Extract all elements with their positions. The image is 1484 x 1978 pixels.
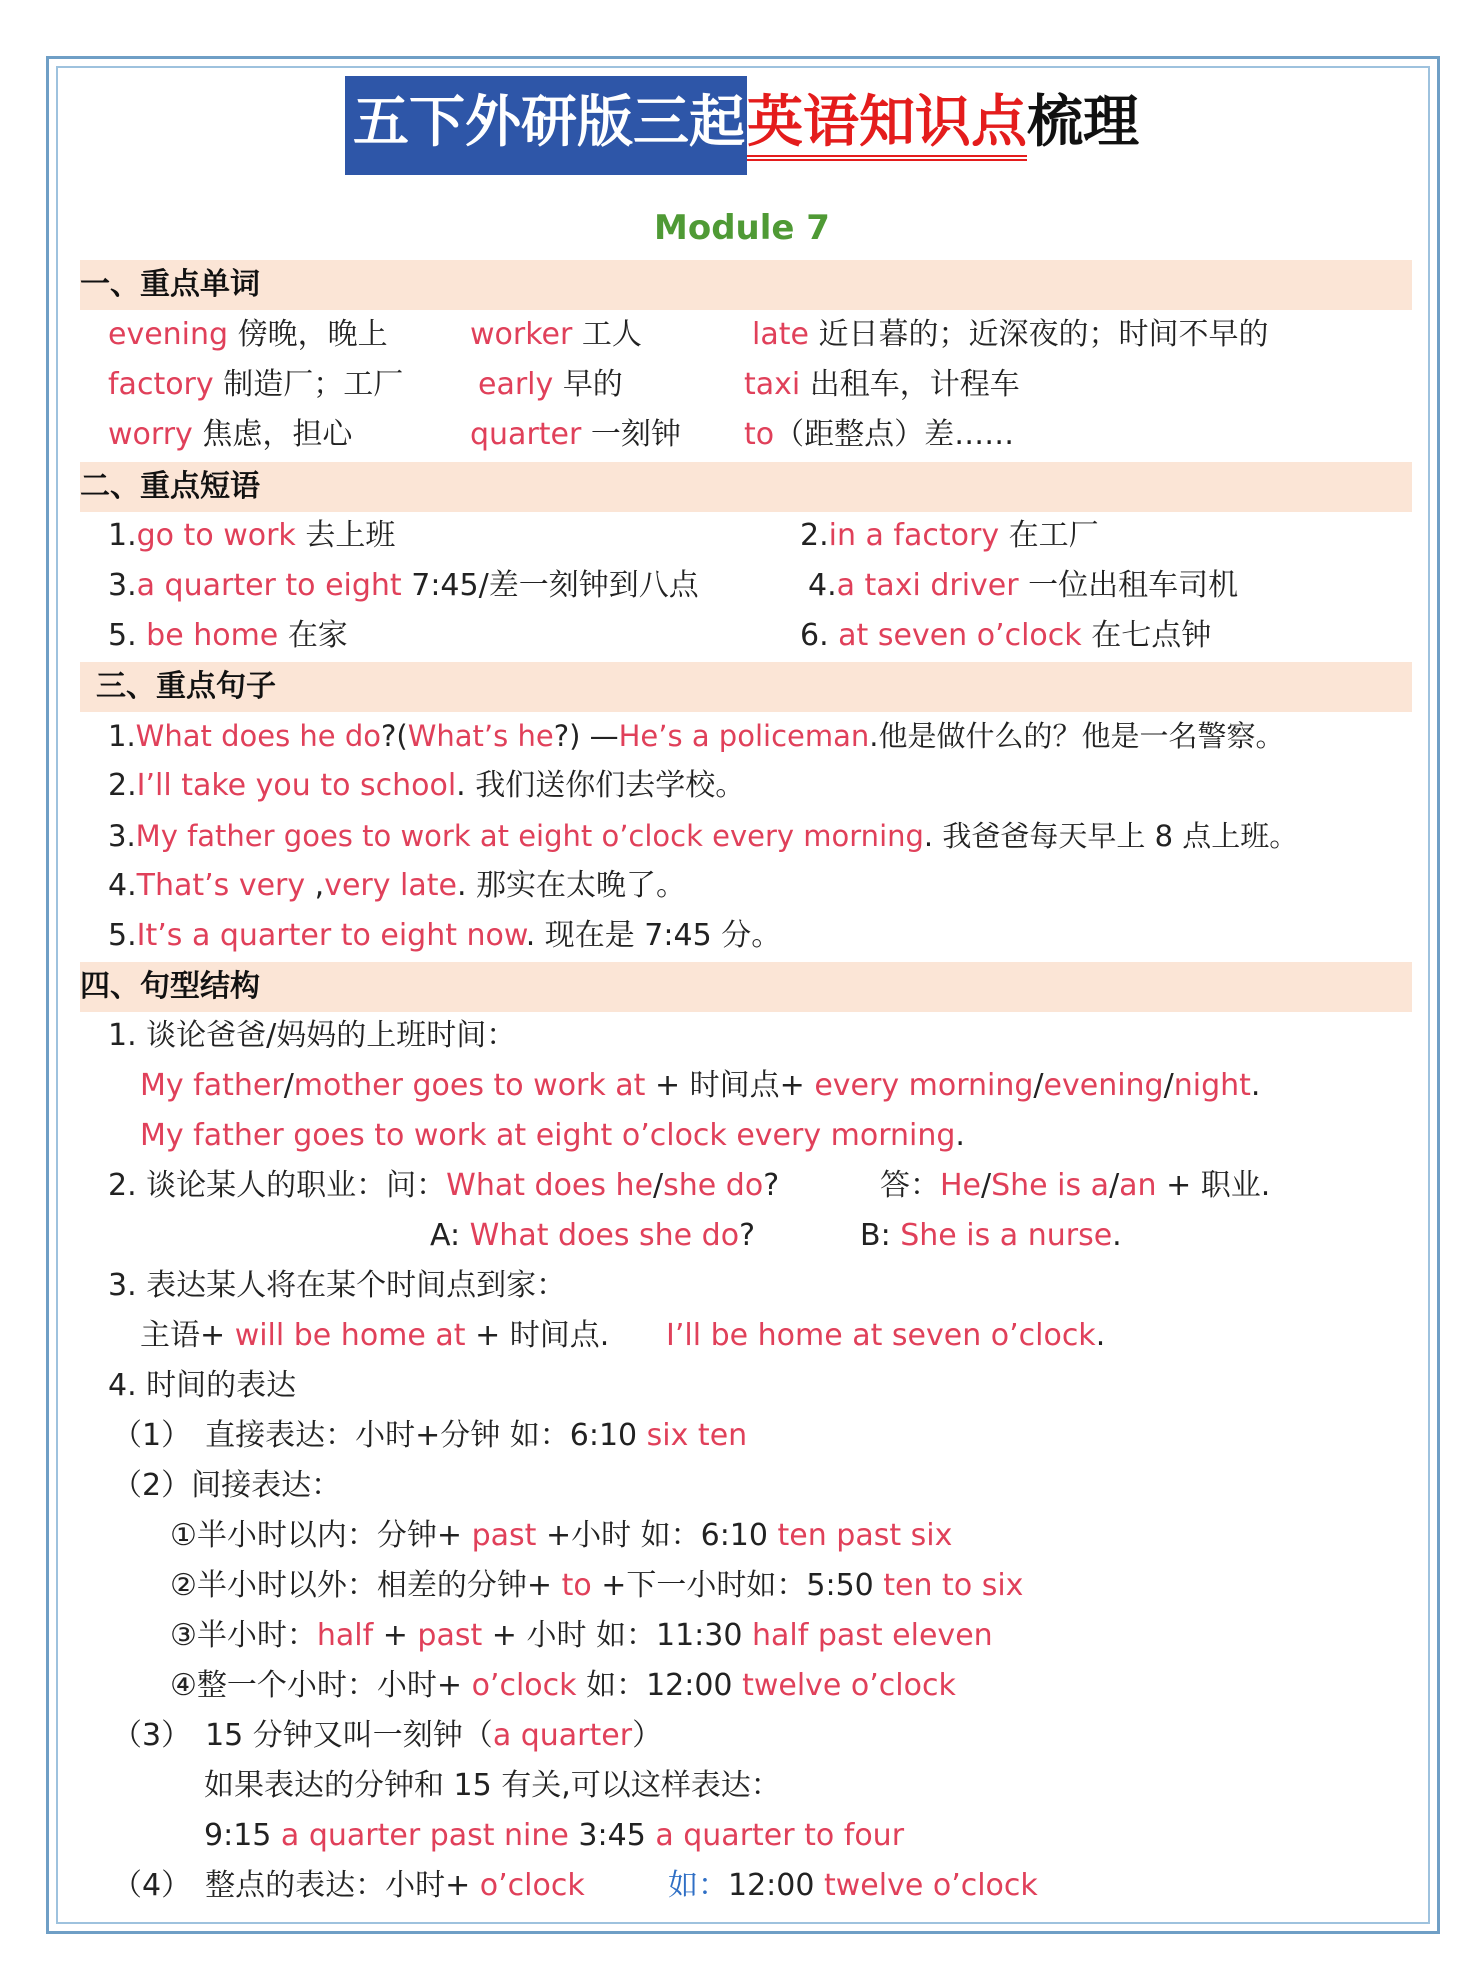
word-item: to（距整点）差…… xyxy=(744,417,1015,452)
word-item: early 早的 xyxy=(478,367,623,402)
time-rule: （2）间接表达： xyxy=(112,1468,342,1503)
phrase-item: 1.go to work 去上班 xyxy=(108,518,396,553)
phrase-item: 6. at seven o’clock 在七点钟 xyxy=(800,618,1212,653)
title-part-red: 英语知识点 xyxy=(747,90,1027,161)
phrase-item: 3.a quarter to eight 7:45/差一刻钟到八点 xyxy=(108,568,699,603)
sentence-item: 5.It’s a quarter to eight now. 现在是 7:45 分。 xyxy=(108,918,782,953)
word-item: late 近日暮的；近深夜的；时间不早的 xyxy=(752,317,1269,352)
sentence-item: 1.What does he do?(What’s he?) —He’s a policeman.他是做什么的？他是一名警察。 xyxy=(108,719,1285,753)
time-rule: （4） 整点的表达：小时+ o’clock xyxy=(112,1868,585,1903)
title-part-black: 梳理 xyxy=(1027,90,1139,155)
structure-label: 4. 时间的表达 xyxy=(108,1368,297,1403)
structure-line: 主语+ will be home at + 时间点. xyxy=(140,1318,610,1353)
word-item: taxi 出租车，计程车 xyxy=(744,367,1020,402)
phrase-item: 5. be home 在家 xyxy=(108,618,348,653)
section-header-words: 一、重点单词 xyxy=(80,260,1412,310)
section-header-phrases: 二、重点短语 xyxy=(80,462,1412,512)
structure-line: My father/mother goes to work at + 时间点+ every morning/evening/night. xyxy=(140,1068,1261,1103)
section-header-sentences: 三、重点句子 xyxy=(80,662,1412,712)
structure-line: B: She is a nurse. xyxy=(860,1218,1122,1253)
time-rule: （1） 直接表达：小时+分钟 如：6:10 six ten xyxy=(112,1418,748,1453)
title-part-highlight: 五下外研版三起 xyxy=(345,76,747,175)
sentence-item: 3.My father goes to work at eight o’clock every morning. 我爸爸每天早上 8 点上班。 xyxy=(108,819,1299,853)
time-rule: ①半小时以内：分钟+ past +小时 如：6:10 ten past six xyxy=(170,1518,953,1553)
structure-line: A: What does she do? xyxy=(430,1218,755,1253)
module-heading: Module 7 xyxy=(654,208,830,248)
structure-line: 2. 谈论某人的职业：问：What does he/she do? xyxy=(108,1168,780,1203)
time-rule: ②半小时以外：相差的分钟+ to +下一小时如：5:50 ten to six xyxy=(170,1568,1024,1603)
structure-line: 答：He/She is a/an + 职业. xyxy=(880,1168,1271,1203)
time-rule: 如果表达的分钟和 15 有关,可以这样表达： xyxy=(204,1768,781,1803)
time-rule: ④整一个小时：小时+ o’clock 如：12:00 twelve o’clock xyxy=(170,1668,956,1703)
structure-line: I’ll be home at seven o’clock. xyxy=(666,1318,1106,1353)
word-item: factory 制造厂；工厂 xyxy=(108,367,404,402)
structure-label: 3. 表达某人将在某个时间点到家： xyxy=(108,1268,567,1303)
sentence-item: 4.That’s very ,very late. 那实在太晚了。 xyxy=(108,868,687,903)
word-item: worry 焦虑，担心 xyxy=(108,417,353,452)
sentence-item: 2.I’ll take you to school. 我们送你们去学校。 xyxy=(108,768,746,803)
time-rule: 如：12:00 twelve o’clock xyxy=(668,1868,1038,1903)
phrase-item: 2.in a factory 在工厂 xyxy=(800,518,1099,553)
structure-label: 1. 谈论爸爸/妈妈的上班时间： xyxy=(108,1018,517,1053)
time-rule: （3） 15 分钟又叫一刻钟（a quarter） xyxy=(112,1718,663,1753)
time-rule: ③半小时：half + past + 小时 如：11:30 half past eleven xyxy=(170,1618,993,1653)
word-item: evening 傍晚，晚上 xyxy=(108,317,388,352)
page-title xyxy=(0,78,1484,158)
structure-line: My father goes to work at eight o’clock every morning. xyxy=(140,1118,965,1153)
word-item: quarter 一刻钟 xyxy=(470,417,681,452)
word-item: worker 工人 xyxy=(470,317,642,352)
phrase-item: 4.a taxi driver 一位出租车司机 xyxy=(808,568,1239,603)
section-header-structures: 四、句型结构 xyxy=(80,962,1412,1012)
time-rule: 9:15 a quarter past nine 3:45 a quarter to four xyxy=(204,1818,905,1853)
